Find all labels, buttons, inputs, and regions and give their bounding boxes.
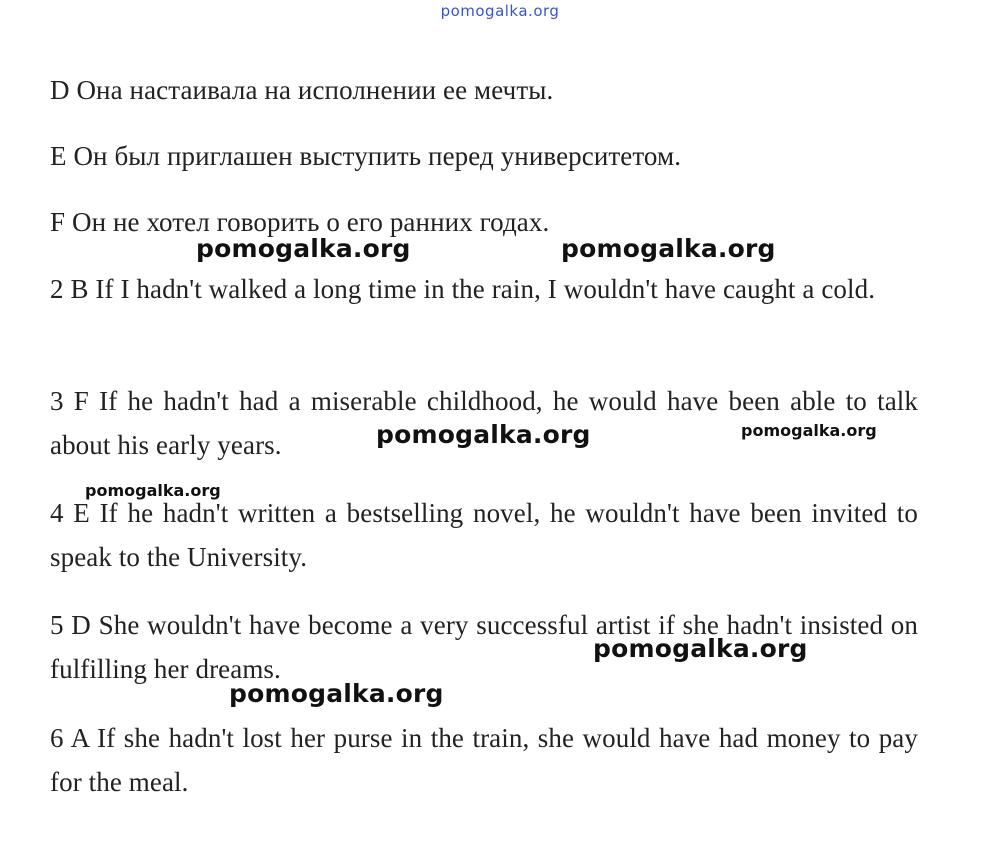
watermark: pomogalka.org	[85, 481, 221, 500]
translation-e: E Он был приглашен выступить перед университетом.	[50, 141, 682, 171]
answer-5: 5 D She wouldn't have become a very successful artist if she hadn't insisted on fulfilling her dreams.	[50, 610, 918, 684]
watermark: pomogalka.org	[229, 679, 444, 708]
watermark: pomogalka.org	[741, 421, 877, 440]
watermark: pomogalka.org	[196, 234, 411, 263]
answer-6: 6 A If she hadn't lost her purse in the train, she would have had money to pay for the meal.	[50, 723, 918, 797]
translation-d: D Она настаивала на исполнении ее мечты.	[50, 75, 554, 105]
answer-3: 3 F If he hadn't had a miserable childhood, he would have been able to talk about his early years.	[50, 386, 918, 460]
watermark: pomogalka.org	[376, 420, 591, 449]
watermark: pomogalka.org	[593, 634, 808, 663]
translation-f: F Он не хотел говорить о его ранних годах.	[50, 207, 550, 237]
answer-2: 2 B If I hadn't walked a long time in the rain, I wouldn't have caught a cold.	[50, 274, 876, 304]
header-watermark: pomogalka.org	[440, 2, 560, 20]
watermark: pomogalka.org	[561, 234, 776, 263]
answer-4: 4 E If he hadn't written a bestselling novel, he wouldn't have been invited to speak to the University.	[50, 498, 918, 572]
